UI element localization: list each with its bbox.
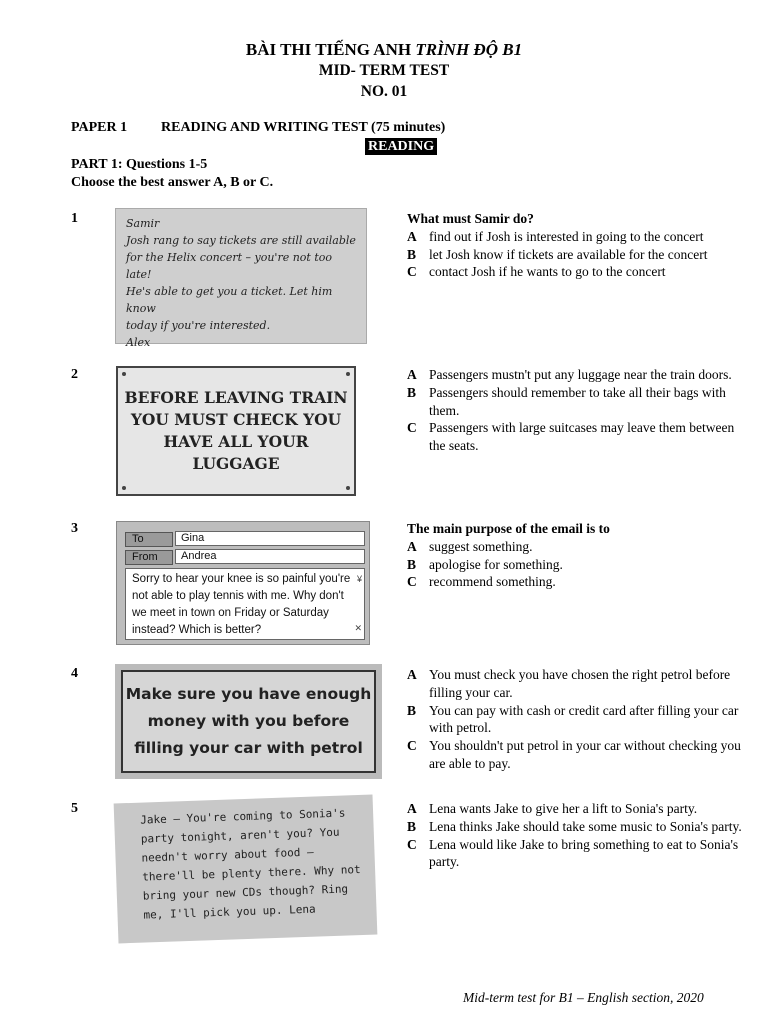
option-letter: C [407,574,417,590]
paper-name: READING AND WRITING TEST (75 minutes) [161,120,446,135]
email-to-label: To [125,532,173,547]
option-b[interactable] [407,702,742,738]
screw-icon [346,372,350,376]
option-c[interactable] [407,836,742,872]
question-number: 1 [71,211,78,226]
option-text: contact Josh if he wants to go to the concert [429,264,666,280]
option-letter: B [407,556,417,572]
question-number: 5 [71,801,78,816]
note-line: Josh rang to say tickets are still available [126,234,356,247]
note-line: Alex [126,336,151,349]
note-line: Samir [126,217,160,230]
page-footer: Mid-term test for B1 – English section, 2020 [463,990,704,1005]
option-c[interactable] [407,263,742,281]
notice-handwritten-note [114,795,378,944]
option-text: Lena wants Jake to give her a lift to Sonia's party. [429,801,698,816]
option-text: You can pay with cash or credit card after filling your car with petrol. [429,702,739,736]
option-b[interactable] [407,556,742,574]
option-a[interactable] [407,800,742,818]
question-number: 3 [71,521,78,536]
page-title [0,40,768,60]
option-letter: C [407,264,417,280]
option-a[interactable] [407,538,742,556]
option-letter: A [407,667,417,682]
option-b[interactable] [407,384,742,420]
option-letter: A [407,801,417,816]
option-letter: A [407,367,417,382]
test-subtitle: MID- TERM TEST [318,62,450,79]
notice-petrol-sign [115,664,382,779]
option-text: Passengers should remember to take all their bags with them. [429,384,726,418]
section-badge: READING [365,138,437,155]
question-stem: The main purpose of the email is to [407,521,610,536]
option-letter: B [407,702,417,718]
email-body-text: Sorry to hear your knee is so painful you're not able to play tennis with me. Why don't we meet in town on Friday or Saturday instead? Which is better? [132,573,351,636]
sign-board [121,670,376,773]
option-c[interactable] [407,573,742,591]
option-text: Lena thinks Jake should take some music to Sonia's party. [429,818,742,834]
option-letter: A [407,228,417,244]
part-heading [71,156,273,192]
option-a[interactable] [407,666,742,702]
notice-note-samir [115,208,367,349]
option-text: Passengers with large suitcases may leave them between the seats. [429,420,735,454]
email-from-value: Andrea [175,549,365,564]
note-line: today if you're interested. [126,319,271,332]
option-text: recommend something. [429,574,556,590]
option-c[interactable] [407,737,742,773]
option-text: suggest something. [429,538,533,554]
test-number: NO. 01 [360,83,408,100]
note-line: there'll be plenty there. Why not [141,862,361,884]
screw-icon [122,486,126,490]
note-line: needn't worry about food – [141,845,314,865]
option-letter: B [407,818,417,834]
question-number: 4 [71,666,78,681]
part-title: PART 1: Questions 1-5 [71,157,208,172]
option-letter: B [407,384,417,400]
email-from-label: From [125,550,173,565]
question-5-answers [407,800,742,871]
option-a[interactable] [407,366,742,384]
option-b[interactable] [407,818,742,836]
option-text: You must check you have chosen the right petrol before filling your car. [429,667,731,700]
option-text: find out if Josh is interested in going to the concert [429,228,704,244]
question-number: 2 [71,367,78,382]
option-b[interactable] [407,246,742,264]
option-letter: A [407,538,417,554]
question-3-answers [407,520,742,591]
screw-icon [346,486,350,490]
option-letter: B [407,246,417,262]
note-line: me, I'll pick you up. Lena [143,902,316,922]
question-1-answers [407,210,742,281]
option-text: apologise for something. [429,556,563,572]
email-body [125,568,365,640]
part-instruction: Choose the best answer A, B or C. [71,175,274,190]
option-text: let Josh know if tickets are available for the concert [429,246,708,262]
notice-email [116,521,370,645]
note-line: for the Helix concert – you're not too late! [126,251,333,281]
screw-icon [122,372,126,376]
note-line: party tonight, aren't you? You [140,825,340,846]
paper-label: PAPER 1 [71,120,128,135]
note-line: bring your new CDs though? Ring [142,882,349,903]
sign-text: BEFORE LEAVING TRAIN YOU MUST CHECK YOU HAVE ALL YOUR LUGGAGE [124,388,348,473]
question-stem: What must Samir do? [407,211,534,226]
option-text: You shouldn't put petrol in your car without checking you are able to pay. [429,738,741,771]
sign-text: Make sure you have enough money with you before filling your car with petrol [125,685,372,757]
option-letter: C [407,836,417,852]
title-level: TRÌNH ĐỘ B1 [415,40,523,59]
option-letter: C [407,420,417,436]
notice-train-sign [116,366,356,496]
close-icon: ✕ [354,623,362,633]
option-text: Passengers mustn't put any luggage near the train doors. [429,367,732,382]
scroll-up-icon: ¥ [356,574,362,584]
option-text: Lena would like Jake to bring something to eat to Sonia's party. [429,836,739,870]
question-4-answers [407,666,742,773]
email-to-value: Gina [175,531,365,546]
option-letter: C [407,738,417,754]
option-a[interactable] [407,228,742,246]
paper-heading [71,120,446,136]
question-2-answers [407,366,742,455]
option-c[interactable] [407,419,742,455]
note-line: He's able to get you a ticket. Let him know [126,285,333,315]
title-main: BÀI THI TIẾNG ANH [245,40,416,59]
note-line: Jake – You're coming to Sonia's [140,806,346,827]
